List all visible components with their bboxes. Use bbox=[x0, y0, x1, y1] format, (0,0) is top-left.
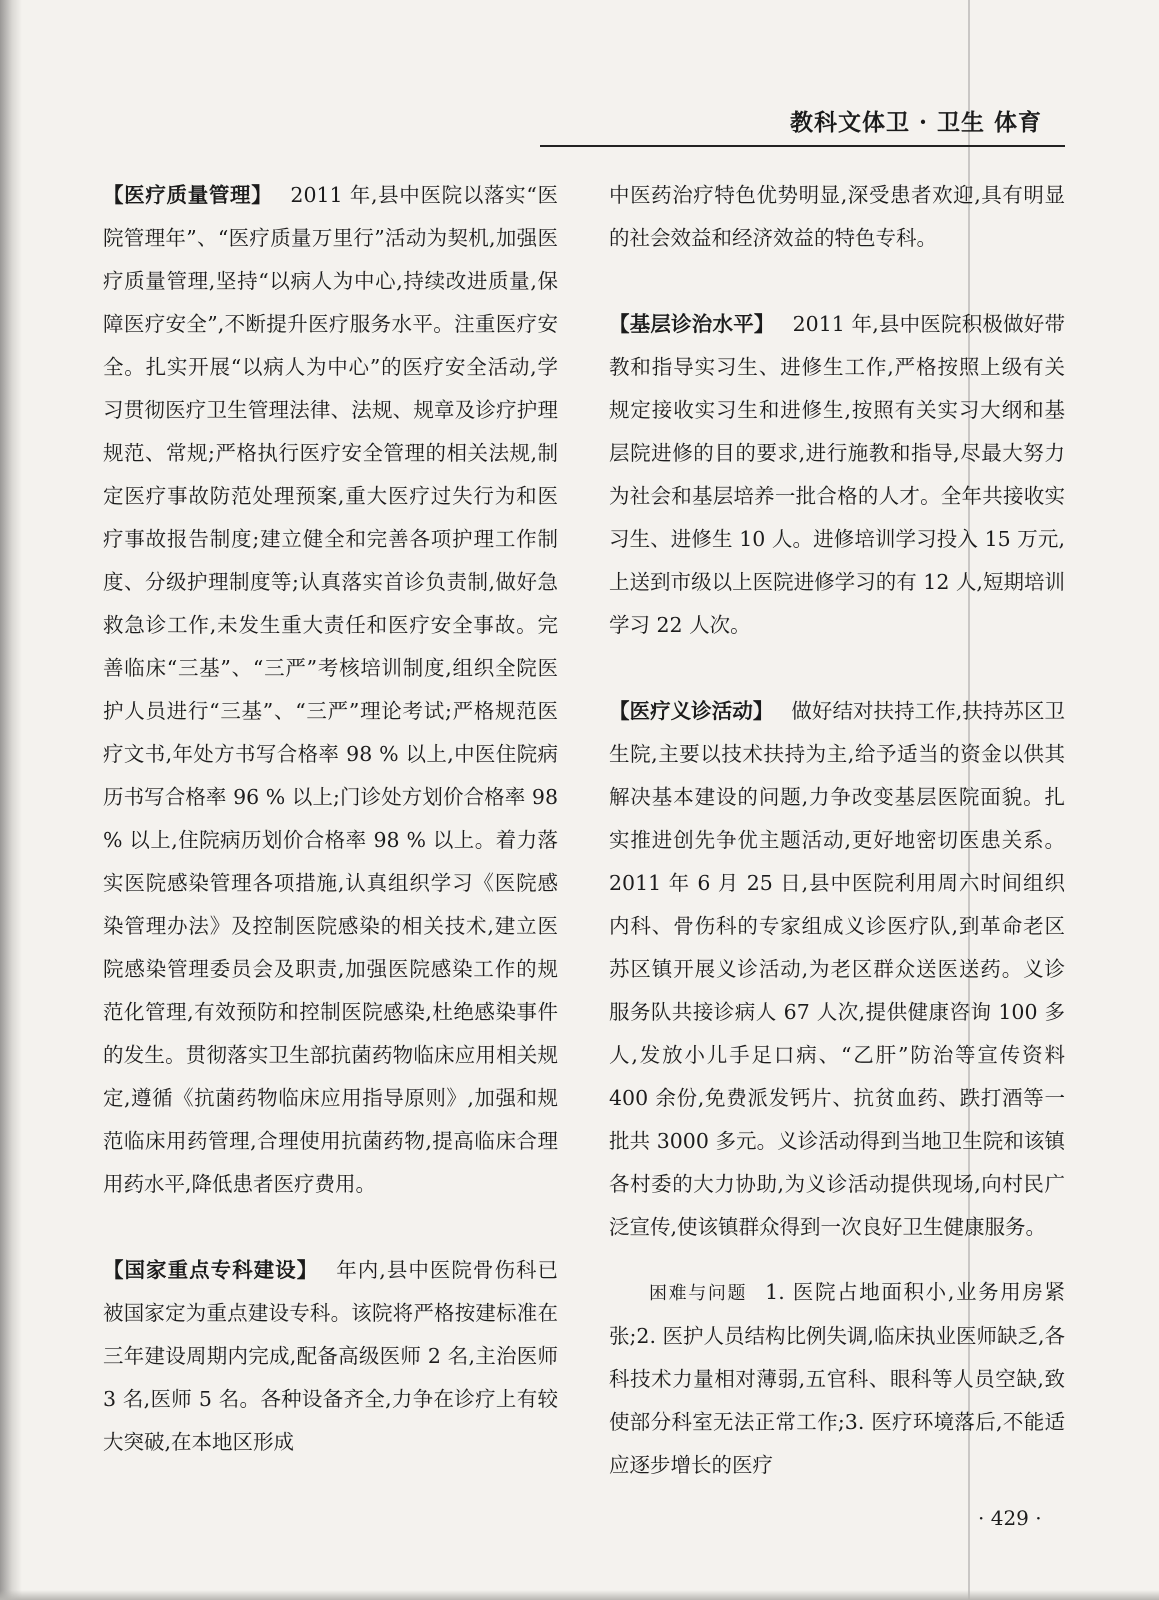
scan-bottom-shadow bbox=[0, 1590, 1159, 1600]
page-number: · 429 · bbox=[978, 1506, 1042, 1530]
key-specialty-section bbox=[103, 1249, 558, 1464]
section-gap bbox=[609, 647, 1065, 690]
free-clinic-section bbox=[609, 690, 1065, 1249]
difficulties-section bbox=[609, 1271, 1065, 1487]
section-heading: 【基层诊治水平】 bbox=[609, 312, 775, 336]
section-gap bbox=[609, 1249, 1065, 1271]
continuation-paragraph: 中医药治疗特色优势明显,深受患者欢迎,具有明显的社会效益和经济效益的特色专科。 bbox=[609, 183, 1065, 250]
difficulties-label: 困难与问题 bbox=[649, 1283, 748, 1304]
section-body: 2011 年,县中医院积极做好带教和指导实习生、进修生工作,严格按照上级有关规定接收实习生和进修生,按照有关实习大纲和基层院进修的目的要求,进行施教和指导,尽最大努力为社会和基层培养一批合格的人才。全年共接收实习生、进修生 10 人。进修培训学习投入 15 万元,上送到市级以上医院进修学习的有 12 人,短期培训学习 22 人次。 bbox=[609, 312, 1066, 637]
section-heading: 【国家重点专科建设】 bbox=[103, 1258, 319, 1282]
medical-quality-section bbox=[103, 174, 558, 1206]
section-gap bbox=[103, 1206, 558, 1249]
section-body: 年内,县中医院骨伤科已被国家定为重点建设专科。该院将严格按建标准在三年建设周期内完成,配备高级医师 2 名,主治医师 3 名,医师 5 名。各种设备齐全,力争在诊疗上有较大突破,在本地区形成 bbox=[103, 1258, 558, 1454]
section-gap bbox=[609, 260, 1065, 303]
section-heading: 【医疗质量管理】 bbox=[103, 183, 273, 207]
primary-care-section bbox=[609, 303, 1065, 647]
right-column bbox=[609, 174, 1065, 1487]
left-column bbox=[103, 174, 558, 1464]
section-body: 做好结对扶持工作,扶持苏区卫生院,主要以技术扶持为主,给予适当的资金以供其解决基本建设的问题,力争改变基层医院面貌。扎实推进创先争优主题活动,更好地密切医患关系。2011 年 6 月 25 日,县中医院利用周六时间组织内科、骨伤科的专家组成义诊医疗队,到革命老区苏区镇开展义诊活动,为老区群众送医送药。义诊服务队共接诊病人 67 人次,提供健康咨询 100 多人,发放小儿手足口病、“乙肝”防治等宣传资料 400 余份,免费派发钙片、抗贫血药、跌打酒等一批共 3000 多元。义诊活动得到当地卫生院和该镇各村委的大力协助,为义诊活动提供现场,向村民广泛宣传,使该镇群众得到一次良好卫生健康服务。 bbox=[609, 699, 1065, 1239]
section-body: 2011 年,县中医院以落实“医院管理年”、“医疗质量万里行”活动为契机,加强医疗质量管理,坚持“以病人为中心,持续改进质量,保障医疗安全”,不断提升医疗服务水平。注重医疗安全。扎实开展“以病人为中心”的医疗安全活动,学习贯彻医疗卫生管理法律、法规、规章及诊疗护理规范、常规;严格执行医疗安全管理的相关法规,制定医疗事故防范处理预案,重大医疗过失行为和医疗事故报告制度;建立健全和完善各项护理工作制度、分级护理制度等;认真落实首诊负责制,做好急救急诊工作,未发生重大责任和医疗安全事故。完善临床“三基”、“三严”考核培训制度,组织全院医护人员进行“三基”、“三严”理论考试;严格规范医疗文书,年处方书写合格率 98 % 以上,中医住院病历书写合格率 96 % 以上;门诊处方划价合格率 98 % 以上,住院病历划价合格率 98 % 以上。着力落实医院感染管理各项措施,认真组织学习《医院感染管理办法》及控制医院感染的相关技术,建立医院感染管理委员会及职责,加强医院感染工作的规范化管理,有效预防和控制医院感染,杜绝感染事件的发生。贯彻落实卫生部抗菌药物临床应用相关规定,遵循《抗菌药物临床应用指导原则》,加强和规范临床用药管理,合理使用抗菌药物,提高临床合理用药水平,降低患者医疗费用。 bbox=[103, 183, 559, 1196]
running-header: 教科文体卫 · 卫生 体育 bbox=[790, 109, 1043, 136]
section-heading: 【医疗义诊活动】 bbox=[609, 699, 774, 723]
header-rule bbox=[540, 145, 1065, 147]
section-body: 1. 医院占地面积小,业务用房紧张;2. 医护人员结构比例失调,临床执业医师缺乏,各科技术力量相对薄弱,五官科、眼科等人员空缺,致使部分科室无法正常工作;3. 医疗环境落后,不能适应逐步增长的医疗 bbox=[609, 1280, 1066, 1477]
scan-edge-shadow bbox=[0, 0, 22, 1600]
